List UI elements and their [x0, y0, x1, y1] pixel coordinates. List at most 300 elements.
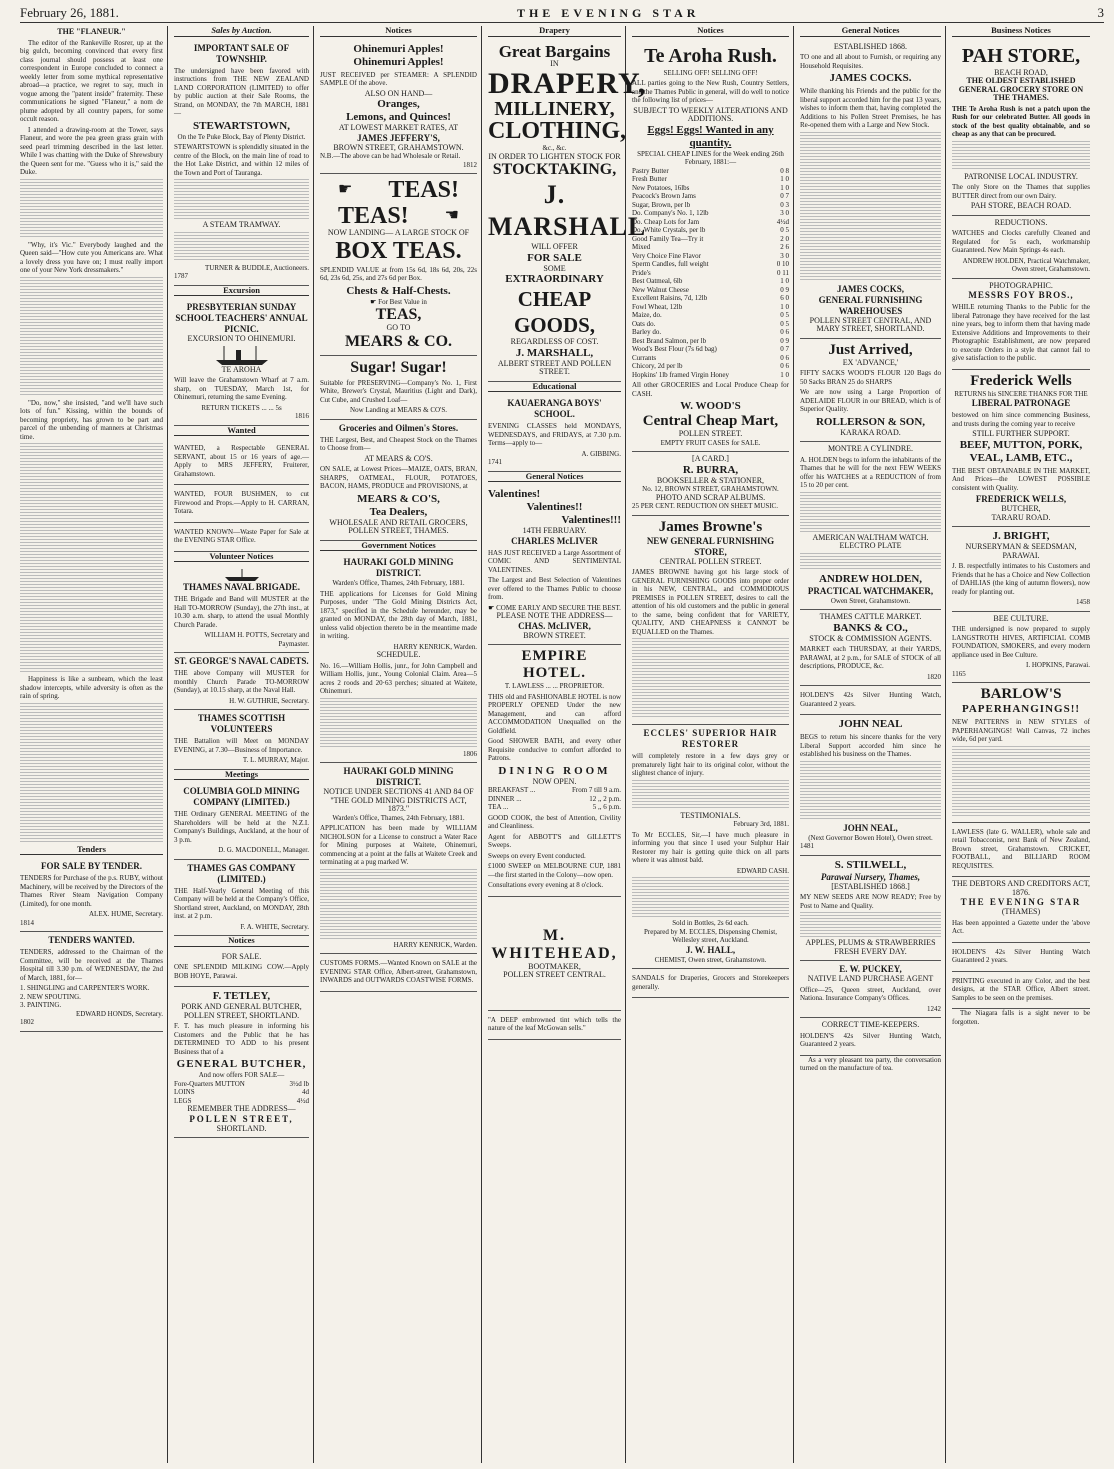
wanted-bushmen: WANTED, FOUR BUSHMEN, to cut Firewood and Props.—Apply to H. CARRAN, Totara. — [174, 490, 309, 515]
apples-plums: APPLES, PLUMS & STRAWBERRIES FRESH EVERY DAY. — [805, 938, 936, 956]
text-block — [632, 780, 789, 810]
steamer-icon — [212, 344, 272, 366]
price-row — [632, 371, 789, 380]
barlow-ad — [952, 683, 1090, 823]
tetley-text: F. T. has much pleasure in informing his Customers and the Public that he has DETERMINED TO ADD to his present Business that of a — [174, 1022, 309, 1056]
oldest-store: THE OLDEST ESTABLISHED GENERAL GROCERY STORE ON THE THAMES. — [958, 76, 1084, 102]
hauraki-ad — [320, 554, 477, 763]
apples-received: JUST RECEIVED per STEAMER: A SPLENDID SAMPLE Of the above. — [320, 70, 477, 87]
columbia-signature: D. G. MACDONELL, Manager. — [218, 846, 309, 854]
apples-heading: Ohinemuri Apples! — [353, 42, 444, 55]
columbia-title: COLUMBIA GOLD MINING COMPANY (LIMITED.) — [183, 786, 300, 807]
price-value: 6 0 — [780, 294, 789, 302]
for-sale: FOR SALE — [527, 251, 582, 264]
now-open: NOW OPEN. — [532, 776, 577, 786]
bright-text: J. B. respectfully intimates to his Customers and Friends that he has a Choice and New Collection of DAHLIAS (the king of autumn flowers), now ready for planting out. — [952, 562, 1090, 596]
market-text: MARKET each THURSDAY, at their YARDS, PARAWAI, at 2 p.m., for SALE of STOCK of all descriptions, PRODUCE, &c. — [800, 645, 941, 670]
wells-name-2: FREDERICK WELLS, — [975, 494, 1067, 504]
testimonial-signature: EDWARD CASH. — [736, 866, 789, 875]
consultations: Consultations every evening at 8 o'clock. — [488, 881, 604, 889]
excursion-title: PRESBYTERIAN SUNDAY SCHOOL TEACHERS' ANNUAL PICNIC. — [175, 302, 308, 334]
sandals-text: SANDALS for Draperies, Grocers and Storekeepers generally. — [632, 974, 789, 991]
price-item: Pastry Butter — [632, 166, 669, 175]
pointing-hand-icon: ☛ — [370, 297, 379, 306]
native-land: NATIVE LAND PURCHASE AGENT — [807, 974, 934, 983]
flour-list: FIFTY SACKS WOOD'S FLOUR 120 Bags do 50 Sacks BRAN 25 do SHARPS — [800, 369, 941, 386]
apples-heading: Ohinemuri Apples! — [353, 55, 444, 68]
whitehead-address: POLLEN STREET CENTRAL. — [503, 970, 606, 979]
reductions-title: REDUCTIONS. — [994, 217, 1048, 227]
groceries-note: All other GROCERIES and Local Produce Cheap for CASH. — [632, 381, 789, 398]
butcher-sub: And now offers FOR SALE— — [198, 1071, 285, 1079]
teas-heading — [320, 203, 477, 229]
thames: (THAMES) — [1001, 907, 1041, 916]
kenrick-signature-2: HARRY KENRICK, Warden. — [393, 940, 477, 949]
photo-albums: PHOTO AND SCRAP ALBUMS. — [655, 492, 766, 502]
eccles-title: ECCLES' SUPERIOR HAIR RESTORER — [643, 728, 778, 749]
hauraki-title: HAURAKI GOLD MINING DISTRICT. — [343, 557, 454, 578]
customs-ad — [320, 954, 477, 992]
groceries-heading: Groceries and Oilmen's Stores. — [338, 422, 459, 433]
price-list — [632, 167, 789, 380]
puckey-ad — [800, 961, 941, 1018]
text-block — [632, 877, 789, 917]
beef-mutton: BEEF, MUTTON, PORK, VEAL, LAMB, ETC., — [959, 438, 1083, 464]
teas-value: SPLENDID VALUE at from 15s 6d, 18s 6d, 20s, 22s 6d, 23s 6d, 25s, and 27s 6d per Box. — [320, 265, 477, 282]
article-paragraph: I attended a drawing-room at the Tower, says Flaneur, and wore the pea green grass grain with seed pearl trimming described in the last letter. While I was chatting with the Duke of Shrewsbury the Queen sent for me. "Guess who it is," said the Duke. — [20, 125, 163, 176]
electro-plate: ELECTRO PLATE — [839, 541, 902, 550]
meal-row: TEA ... 5 ,, 6 p.m. — [488, 803, 621, 811]
text-block — [174, 232, 309, 262]
prepared-by: Prepared by M. ECCLES, Dispensing Chemist, Wellesley street, Auckland. — [644, 927, 777, 944]
ad-number: 1802 — [20, 1018, 34, 1026]
price-item: Very Choice Fine Flavor — [632, 251, 702, 260]
price-value: 0 9 — [780, 285, 789, 294]
price-value: 0 7 — [780, 192, 789, 200]
liberal-patronage: LIBERAL PATRONAGE — [971, 398, 1071, 408]
rollerson-ad — [800, 339, 941, 443]
market-rates: AT LOWEST MARKET RATES, AT — [338, 123, 459, 132]
masthead-page: 3 — [1097, 5, 1104, 20]
order-to-lighten: IN ORDER TO LIGHTEN STOCK FOR — [488, 151, 621, 161]
flaneur-title: THE "FLANEUR." — [57, 27, 126, 36]
marshall-name: J. MARSHALL — [488, 180, 647, 241]
cadets-signature: H. W. GUTHRIE, Secretary. — [229, 696, 309, 705]
price-item: Peacock's Brown Jams — [632, 192, 696, 200]
price-row — [632, 243, 789, 252]
text-block — [952, 141, 1090, 171]
section-header-wanted: Wanted — [174, 426, 309, 437]
section-header-educational: Educational — [488, 382, 621, 393]
cadets-text: THE above Company will MUSTER for monthly Church Parade TO-MORROW (Sunday), at 10.15 sharp, at the Naval Hall. — [174, 669, 309, 694]
price-value: 1 0 — [780, 370, 789, 379]
drapery-word: DRAPERY, — [488, 67, 647, 100]
pah-store-ad — [952, 40, 1090, 216]
tender-text: TENDERS for Purchase of the p.s. RUBY, without Machinery, will be received by the Directors of the Thames River Steam Navigation Company (Limited), for one month. — [20, 874, 163, 908]
pointing-hand-icon: ☛ — [488, 603, 497, 612]
price-row — [632, 311, 789, 320]
price-value: 1 0 — [780, 277, 789, 285]
lawless-ad — [952, 823, 1090, 878]
anchor-illustration — [174, 568, 309, 582]
text-block — [20, 443, 163, 673]
price-item: Barley do. — [632, 328, 662, 336]
meal-row: DINNER ... 12 ,, 2 p.m. — [488, 794, 621, 803]
price-value: 0 5 — [780, 311, 789, 319]
text-block — [20, 179, 163, 239]
practical-watchmaker: PRACTICAL WATCHMAKER, — [807, 585, 934, 596]
come-early: ☛ COME EARLY AND SECURE THE BEST. — [488, 603, 621, 612]
browne-ad — [632, 516, 789, 726]
text-block — [20, 277, 163, 397]
excursion-text: Will leave the Grahamstown Wharf at 7 a.m. sharp, on TUESDAY, March 1st, for Ohinemuri, returning the same Evening. — [174, 376, 309, 401]
text-block — [800, 912, 941, 937]
ad-number: 1242 — [927, 1004, 941, 1013]
valentines-2: Valentines!! — [526, 501, 583, 513]
price-value: 0 9 — [780, 336, 789, 345]
ticket-price: RETURN TICKETS ... ... 5s — [201, 403, 282, 412]
some: SOME — [543, 263, 566, 273]
ad-number: 1741 — [488, 458, 502, 466]
text-block — [800, 492, 941, 532]
article-paragraph: Happiness is like a sunbeam, which the least shadow intercepts, while adversity is often as the rain of spring. — [20, 675, 163, 700]
forsale-title: FOR SALE. — [221, 951, 262, 961]
cadets-ad — [174, 653, 309, 710]
established-text: TO one and all about to Furnish, or requiring any Household Requisites. — [800, 53, 941, 70]
column-6 — [800, 26, 946, 1463]
also-on-hand: ALSO ON HAND— — [364, 88, 433, 98]
price-item: Fresh Butter — [632, 175, 667, 183]
meal-times — [488, 786, 621, 812]
neal-address: (Next Governor Bowen Hotel), Owen street. — [808, 833, 933, 842]
scottish-signature: T. L. MURRAY, Major. — [242, 756, 309, 764]
price-row — [632, 277, 789, 286]
auction-text: The undersigned have been favored with instructions from THE NEW ZEALAND LAND CORPORATION (LIMITED) to offer by public auction at their Sale Rooms, the Strand, on MONDAY, the 7th MARCH, 1881— — [174, 66, 309, 117]
price-item: Do. Company's No. 1, 12lb — [632, 209, 709, 217]
ad-number: 1816 — [295, 412, 309, 420]
township-text: STEWARTSTOWN is splendidly situated in the centre of the Block, on the main line of road to the Hot Lake District, and within 12 miles of the Town and Port of Tauranga. — [174, 143, 309, 177]
wardens-office-2: Warden's Office, Thames, 24th February, 1881. — [332, 813, 465, 822]
mears-address: WHOLESALE AND RETAIL GROCERS, POLLEN STREET, THAMES. — [329, 517, 468, 535]
price-item: Maize, do. — [632, 311, 662, 319]
printing-text: PRINTING executed in any Color, and the best designs, at the STAR Office, Albert street. Samples to be seen on the premises. — [952, 976, 1090, 1002]
township-sale-ad — [174, 40, 309, 286]
browne-address: CENTRAL POLLEN STREET. — [659, 556, 762, 566]
watches-text: WATCHES and Clocks carefully Cleaned and Regulated for 5s each, workmanship Guaranteed. New Main Springs 4s each. — [952, 229, 1090, 254]
will-offer: WILL OFFER — [531, 242, 578, 251]
price-row — [632, 260, 789, 269]
naval-text: THE Brigade and Band will MUSTER at the Hall TO-MORROW (Sunday), the 27th inst., at 10.30 a.m. sharp, to attend the usual Monthly Church Parade. — [174, 595, 309, 629]
scottish-text: THE Battalion will Meet on MONDAY EVENING, at 7.30—Business of Importance. — [174, 737, 309, 754]
hauraki-title-2: HAURAKI GOLD MINING DISTRICT. — [343, 766, 454, 787]
pah-address: PAH STORE, BEACH ROAD. — [970, 201, 1072, 210]
browne-name: James Browne's — [658, 518, 763, 535]
new-seeds: MY NEW SEEDS ARE NOW READY; Free by Post to Name and Quality. — [800, 893, 941, 910]
empire-title: EMPIRE HOTEL. — [521, 648, 588, 681]
puckey-address: Office—25, Queen street, Auckland, over Nationa. Insurance Company's Offices. — [800, 985, 941, 1002]
neal-ad — [800, 715, 941, 856]
wells-name: Frederick Wells — [970, 372, 1072, 389]
pointing-hand-icon: ☚ — [444, 206, 459, 224]
sandals-ad — [632, 969, 789, 998]
tender-ad — [20, 858, 163, 932]
price-row: LEGS 4½d — [174, 1096, 309, 1105]
ad-number: 1820 — [927, 672, 941, 681]
excursion-sub: EXCURSION TO OHINEMURI. — [187, 334, 296, 343]
time-keepers: CORRECT TIME-KEEPERS. — [821, 1020, 920, 1029]
niagara-text: The Niagara falls is a sight never to be forgotten. — [952, 1009, 1090, 1026]
pah-text: THE Te Aroha Rush is not a patch upon the Rush for our celebrated Butter. All goods in stock of the best quality obtainable, and so cheap as any that can be procured. — [952, 104, 1090, 138]
price-item: Fowl Wheat, 12lb — [632, 302, 683, 311]
schedule-text: No. 16.—William Hollis, junr., for John Campbell and William Hollis, junr., Young Colonial Claim. Area—5 acres 2 roods and 20·63 perches; situated at Waitete, Ohinemuri. — [320, 661, 477, 695]
tender-item: 3. PAINTING. — [20, 1001, 62, 1009]
price-item: Excellent Raisins, 7d, 12lb — [632, 294, 708, 302]
bootmaker: BOOTMAKER, — [528, 961, 581, 971]
price-item: Do. Cheap Lots for Jam — [632, 217, 700, 226]
valentines-largest: The Largest and Best Selection of Valentines ever offered to the Thames Public to choose from. — [488, 576, 621, 601]
appointed: Has been appointed a Gazette under the 'above Act. — [952, 918, 1090, 935]
testimonial-date: February 3rd, 1881. — [733, 820, 789, 828]
address-note: PLEASE NOTE THE ADDRESS— — [496, 611, 613, 620]
sweeps-agent: Agent for ABBOTT'S and GILLETT'S Sweeps. — [488, 832, 621, 849]
foy-name: MESSRS FOY BROS., — [968, 290, 1074, 300]
masthead-date: February 26, 1881. — [20, 5, 119, 20]
marshall-name-2: J. MARSHALL, — [515, 346, 594, 359]
section-header-meetings: Meetings — [174, 770, 309, 781]
sweeps: Sweeps on every Event conducted. — [488, 851, 586, 860]
montre: MONTRE A CYLINDRE. — [827, 444, 914, 453]
ad-number: 1481 — [800, 842, 814, 850]
price-row: LOINS 4d — [174, 1088, 309, 1096]
sugar-ad — [320, 356, 477, 420]
shower-text: Good SHOWER BATH, and every other Requisite conducive to comfort afforded to Patrons. — [488, 737, 621, 762]
column-2 — [174, 26, 314, 1463]
evening-star: THE EVENING STAR — [960, 897, 1082, 907]
holden-text: A. HOLDEN begs to inform the inhabitants of the Thames that he will for the next FEW WEEKS offer his WATCHES at a REDUCTION of from 15 to 20 per cent. — [800, 455, 941, 489]
beach-road: BEACH ROAD, — [994, 67, 1048, 77]
valentines-text: HAS JUST RECEIVED a Large Assortment of COMIC AND SENTIMENTAL VALENTINES. — [488, 548, 621, 574]
mcliver-address: BROWN STREET. — [523, 630, 586, 640]
tender-title: FOR SALE BY TENDER. — [40, 861, 143, 871]
text-block — [320, 869, 477, 939]
puckey-name: E. W. PUCKEY, — [839, 964, 902, 974]
teas-word: TEAS! — [337, 203, 409, 229]
holden-watch-ad — [800, 442, 941, 610]
price-row — [632, 175, 789, 184]
price-row — [632, 337, 789, 346]
ad-number: 1814 — [20, 918, 34, 927]
mears-name: MEARS & CO. — [344, 332, 453, 350]
rollerson-name: ROLLERSON & SON, — [815, 415, 926, 428]
barlow-name: BARLOW'S — [980, 686, 1062, 702]
jeffery-name: JAMES JEFFERY'S, — [357, 132, 440, 143]
section-header-business: Business Notices — [952, 26, 1090, 37]
stilwell-name: S. STILWELL, — [834, 858, 907, 871]
text-block — [952, 746, 1090, 816]
teas-big: TEAS, — [375, 306, 422, 323]
best-value: ☛ For Best Value in — [370, 297, 427, 306]
price-value: 2 6 — [780, 243, 789, 251]
price-item: Good Family Tea—Try it — [632, 234, 704, 243]
price-row — [632, 354, 789, 363]
price-row — [632, 294, 789, 303]
burra-ad — [632, 452, 789, 516]
clothing-word: CLOTHING, — [488, 118, 627, 144]
largest-text: THE Largest, Best, and Cheapest Stock on the Thames to Choose from— — [320, 435, 477, 452]
debtors-act: THE DEBTORS AND CREDITORS ACT, 1876. — [952, 879, 1091, 897]
central-cheap-mart: Central Cheap Mart, — [642, 413, 779, 429]
sugar-heading: Sugar! Sugar! — [350, 358, 447, 376]
great-bargains: Great Bargains — [498, 41, 611, 61]
naval-brigade-ad — [174, 565, 309, 653]
price-row — [632, 201, 789, 210]
ad-number: 1806 — [463, 749, 477, 758]
bee-ad — [952, 612, 1090, 684]
column-3 — [320, 26, 482, 1463]
now-landing: NOW LANDING— A LARGE STOCK OF — [327, 228, 470, 237]
price-value: 1 0 — [780, 175, 789, 183]
auction-title: IMPORTANT SALE OF TOWNSHIP. — [193, 42, 290, 64]
text-block — [632, 638, 789, 718]
ad-number: 1787 — [174, 272, 188, 280]
at-mears: AT MEARS & CO'S. — [364, 453, 433, 463]
cheap-goods: CHEAP GOODS, — [513, 287, 596, 337]
aroha-text: ALL parties going to the New Rush, Country Settlers, and the Thames Public in general, will do well to notice the following list of prices— — [632, 79, 789, 104]
price-value: 0 8 — [780, 166, 789, 175]
text-block — [20, 703, 163, 843]
mcliver-name-2: CHAS. McLIVER, — [518, 620, 591, 631]
empire-text: THIS old and FASHIONABLE HOTEL is now PROPERLY OPENED Under the new Management, and can afford ACCOMMODATION Unequalled on the Goldfield. — [488, 692, 621, 735]
regardless: REGARDLESS OF COST. — [510, 337, 599, 346]
silver-watch-2: HOLDEN'S 42s Silver Hunting Watch, Guaranteed 2 years. — [800, 1031, 941, 1048]
neal-text: BEGS to return his sincere thanks for the very Liberal Support accorded him since he established his business on the Thames. — [800, 733, 941, 758]
customs-text: CUSTOMS FORMS.—Wanted Known on SALE at the EVENING STAR Office, Albert-street, Grahamstown, INWARDS and OUTWARDS COASTWISE FORMS. — [320, 959, 477, 984]
column-5 — [632, 26, 794, 1463]
school-ad — [488, 395, 621, 472]
article-paragraph: "Do, now," she insisted, "and we'll have such lots of fun." Kissing, within the bounds of becoming propriety, has grown to be part and parcel of the unbending of manners at Christmas time. — [20, 398, 163, 441]
cattle-market: THAMES CATTLE MARKET. — [819, 612, 922, 621]
price-item: Pride's — [632, 268, 651, 277]
scottish-ad — [174, 710, 309, 770]
holden-name: ANDREW HOLDEN, — [818, 572, 923, 585]
extraordinary: EXTRAORDINARY — [505, 273, 604, 285]
tenders-wanted-title: TENDERS WANTED. — [48, 935, 135, 945]
column-7 — [952, 26, 1094, 1463]
cow-sale-ad — [174, 950, 309, 988]
stock-agents: STOCK & COMMISSION AGENTS. — [809, 633, 932, 643]
tramway: A STEAM TRAMWAY. — [202, 220, 281, 229]
tenders-wanted-signature: EDWARD HONDS, Secretary. — [75, 1009, 163, 1018]
wells-ad — [952, 370, 1090, 528]
price-item: Hopkins' 1lb framed Virgin Honey — [632, 370, 730, 379]
whitehead-ad — [488, 897, 621, 1011]
columbia-text: THE Ordinary GENERAL MEETING of the Shareholders will be held at the N.Z.I. Company's Buildings, Auckland, at the hour of 3 p.m. — [174, 810, 309, 844]
holden-signature: ANDREW HOLDEN, Practical Watchmaker, Owen street, Grahamstown. — [962, 256, 1090, 273]
timekeepers-ad — [800, 1018, 941, 1056]
burra-address: No. 12, BROWN STREET, GRAHAMSTOWN. — [642, 485, 779, 493]
butcher: BUTCHER, — [1001, 504, 1041, 513]
price-value: 0 5 — [780, 226, 789, 234]
neal-name-2: JOHN NEAL, — [843, 822, 898, 833]
eggs-wanted: Eggs! Eggs! Wanted in any quantity. — [647, 123, 774, 149]
paperhangings: PAPERHANGINGS!! — [961, 703, 1081, 715]
price-row — [632, 286, 789, 295]
wardens-office: Warden's Office, Thames, 24th February, 1881. — [332, 579, 465, 587]
price-row — [632, 345, 789, 354]
niagara-article — [952, 1009, 1090, 1026]
patronise: PATRONISE LOCAL INDUSTRY. — [964, 171, 1078, 181]
millinery-word: MILLINERY, — [494, 98, 615, 120]
still-further: STILL FURTHER SUPPORT. — [972, 429, 1070, 438]
empire-proprietor: T. LAWLESS ... ... PROPRIETOR. — [504, 682, 605, 690]
price-item: Currants — [632, 353, 657, 362]
price-value: 0 7 — [780, 345, 789, 353]
gas-signature: F. A. WHITE, Secretary. — [240, 922, 309, 931]
gas-text: THE Half-Yearly General Meeting of this Company will be held at the Company's Office, Shortland street, Auckland, on MONDAY, 28th inst. at 2 p.m. — [174, 886, 309, 920]
notice-under: NOTICE UNDER SECTIONS 41 AND 84 OF "THE GOLD MINING DISTRICTS ACT, 1873." — [323, 787, 474, 813]
good-cook: GOOD COOK, the best of Attention, Civility and Cleanliness. — [488, 813, 621, 830]
price-item: Best Oatmeal, 6lb — [632, 277, 683, 285]
wanted-ad — [174, 523, 309, 552]
wanted-servant: WANTED, a Respectable GENERAL SERVANT, about 15 or 16 years of age.—Apply to MRS JEFFERY, Fruiterer, Grahamstown. — [174, 444, 309, 478]
bright-ad — [952, 527, 1090, 612]
pollen-street: POLLEN STREET. — [678, 429, 743, 438]
price-item: Sugar, Brown, per lb — [632, 200, 691, 209]
tender-signature: ALEX. HUME, Secretary. — [89, 910, 163, 918]
columbia-ad — [174, 783, 309, 860]
forsale-text: ONE SPLENDID MILKING COW.—Apply BOB HOYE, Parawai. — [174, 963, 309, 980]
paper-text: NEW PATTERNS in NEW STYLES of PAPERHANGINGS! Wall Canvas, 72 inches wide, 6d per yard. — [952, 718, 1090, 743]
scottish-title: THAMES SCOTTISH VOLUNTEERS — [197, 713, 286, 734]
schedule-title: SCHEDULE. — [376, 650, 421, 659]
bookseller: BOOKSELLER & STATIONER, — [656, 475, 765, 485]
cocks-ad — [800, 40, 941, 339]
eccles-text: will completely restore in a few days grey or prematurely light hair to its original color, without the slightest chance of injury. — [632, 752, 789, 777]
browne-text: JAMES BROWNE having got his large stock of GENERAL FURNISHING GOODS into proper order in his NEW, CENTRAL, and COMMODIOUS PREMISES in POLLEN STREET, desires to call the attention of his old customers and the public in general to the same, being confident that for VARIETY, QUALITY, AND CHEAPNESS it CANNOT be EQUALLED on the Thames. — [632, 568, 789, 636]
price-row — [632, 328, 789, 337]
jeffery-address: BROWN STREET, GRAHAMSTOWN. — [333, 142, 464, 152]
price-item: Do. White Crystals, per lb — [632, 226, 706, 234]
kenrick-signature: HARRY KENRICK, Warden. — [393, 642, 477, 651]
now-landing-mears: Now Landing at MEARS & CO'S. — [350, 406, 447, 414]
ad-number: 1812 — [463, 160, 477, 169]
price-item: New Walnut Cheese — [632, 285, 689, 294]
article-paragraph: "Why, it's Vic." Everybody laughed and the Queen said—"How cute you Americans are. What a lovely dress you have on; I must really import one of your New York dressmakers." — [20, 240, 163, 274]
price-value: 0 5 — [780, 319, 789, 328]
wood-name: W. WOOD'S — [680, 400, 741, 412]
silver-watch-ad-2 — [952, 943, 1090, 972]
price-value: 4½d — [776, 217, 789, 226]
groceries-ad — [320, 420, 477, 541]
teas-ad — [320, 174, 477, 356]
price-item: New Potatoes, 16lbs — [632, 183, 690, 192]
price-row — [632, 362, 789, 371]
tenders-wanted-text: TENDERS, addressed to the Chairman of the Committee, will be received at the Thames Hospital till 3.30 p.m. of WEDNESDAY, the 2nd of March, 1881, for— — [20, 948, 163, 982]
section-header-notices: Notices — [320, 26, 477, 37]
just-arrived: Just Arrived, — [828, 341, 913, 358]
teas-word: TEAS! — [388, 177, 459, 203]
ex-advance: EX 'ADVANCE,' — [842, 357, 899, 367]
waltham: AMERICAN WALTHAM WATCH. — [812, 532, 929, 542]
furnishing-store: NEW GENERAL FURNISHING STORE, — [646, 535, 775, 557]
township-sub: On the Te Puke Block, Bay of Plenty District. — [177, 132, 306, 141]
hauraki-ad-2 — [320, 763, 477, 954]
price-item: Best Brand Salmon, per lb — [632, 336, 707, 345]
etc: &c., &c. — [542, 144, 567, 152]
wanted-ad — [174, 485, 309, 523]
shortland: SHORTLAND. — [216, 1123, 267, 1133]
melbourne-cup: £1000 SWEEP on MELBOURNE CUP, 1881—the first started in the Colony—now open. — [488, 862, 621, 879]
